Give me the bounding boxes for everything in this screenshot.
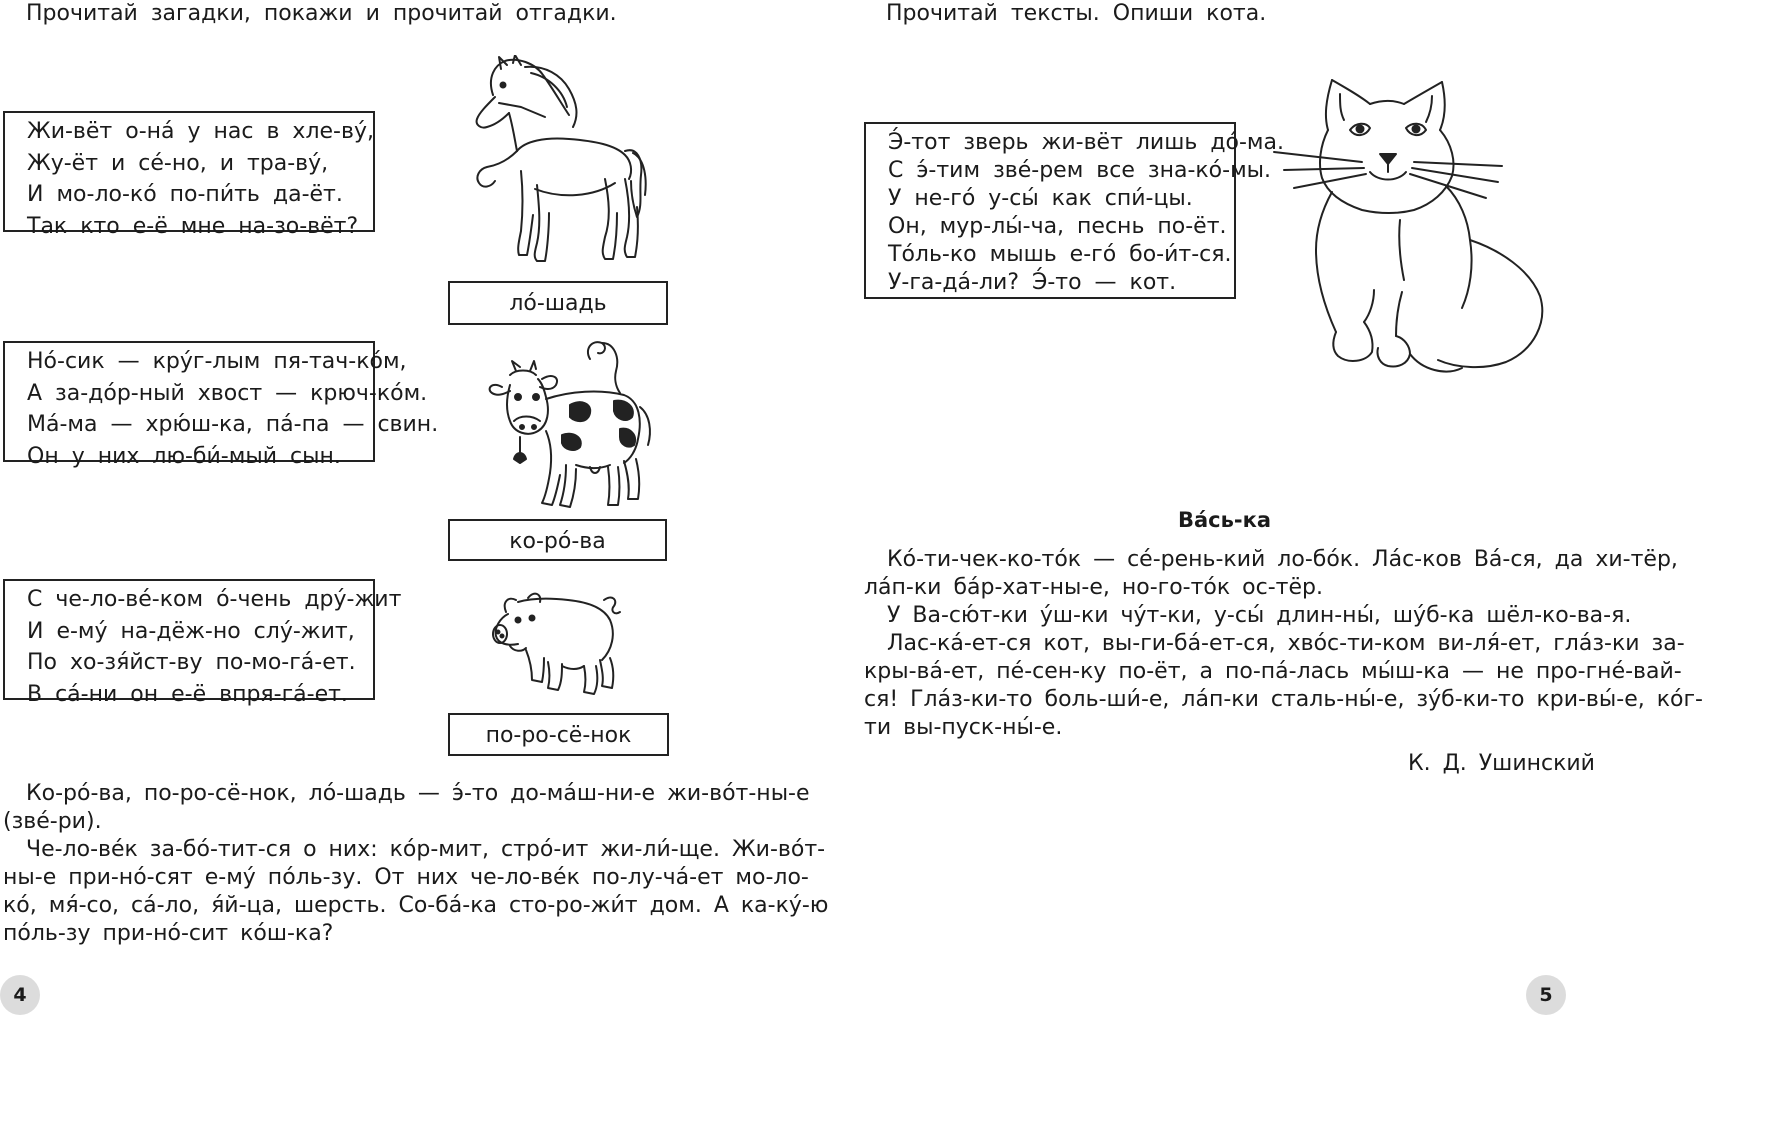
story-line: ла́п-ки ба́р-хат-ны-е, но-го-то́к ос-тёр.	[864, 575, 1323, 600]
right-instruction: Прочитай тексты. Опиши кота.	[886, 1, 1267, 26]
poem-line: У не-го́ у-сы́ как спи́-цы.	[888, 186, 1193, 211]
riddle-box-2	[3, 341, 439, 469]
horse-illustration	[465, 55, 655, 270]
riddle-2-line: Он у них лю-би́-мый сын.	[27, 443, 341, 469]
story-author: К. Д. Ушинский	[1408, 751, 1595, 776]
story-line: У Ва-сю́т-ки у́ш-ки чу́т-ки, у-сы́ длин-ны́, шу́б-ка шёл-ко-ва-я.	[887, 603, 1632, 628]
riddle-2-line: А за-до́р-ный хвост — крюч-ко́м.	[27, 380, 428, 406]
riddle-box-3	[3, 579, 402, 707]
text-line: Ко-ро́-ва, по-ро-сё-нок, ло́-шадь — э́-то до-ма́ш-ни-е жи-во́т-ны-е	[26, 781, 810, 806]
poem-line: То́ль-ко мышь е-го́ бо-и́т-ся.	[888, 242, 1232, 267]
story-title: Ва́сь-ка	[1178, 508, 1272, 532]
text-line: Че-ло-ве́к за-бо́-тит-ся о них: ко́р-мит, стро́-ит жи-ли́-ще. Жи-во́т-	[26, 837, 826, 862]
page-number-left: 4	[0, 975, 40, 1015]
riddle-2-line: Но́-сик — кру́г-лым пя-тач-ко́м,	[27, 349, 407, 374]
pig-illustration	[488, 578, 633, 708]
text-line: ко́, мя́-со, са́-ло, я́й-ца, шерсть. Со-ба́-ка сто-ро-жи́т дом. А ка-ку́-ю	[3, 893, 829, 918]
left-instruction: Прочитай загадки, покажи и прочитай отгадки.	[26, 1, 617, 26]
story-line: ти вы-пуск-ны́-е.	[864, 715, 1063, 740]
answer-box-pig: по-ро-сё-нок	[448, 713, 669, 756]
riddle-box-1	[3, 111, 375, 239]
riddle-2-line: Ма́-ма — хрю́ш-ка, па́-па — свин.	[27, 412, 439, 437]
answer-box-horse: ло́-шадь	[448, 281, 668, 325]
story-line: Лас-ка́-ет-ся кот, вы-ги-ба́-ет-ся, хво́с-ти-ком ви-ля́-ет, гла́з-ки за-	[887, 631, 1685, 656]
story-line: кры-ва́-ет, пе́-сен-ку по-ёт, а по-па́-лась мы́ш-ка — не про-гне́-вай-	[864, 659, 1682, 684]
poem-line: С э́-тим зве́-рем все зна-ко́-мы.	[888, 158, 1272, 183]
text-line: ны-е при-но́-сят е-му́ по́ль-зу. От них че-ло-ве́к по-лу-ча́-ет мо-ло-	[3, 865, 809, 890]
riddle-1-line: Жу-ёт и се́-но, и тра-ву́,	[27, 150, 329, 176]
riddle-3-line: И е-му́ на-дёж-но слу́-жит,	[27, 618, 355, 644]
riddle-1-line: Так кто е-ё мне на-зо-вёт?	[27, 213, 359, 239]
text-line: по́ль-зу при-но́-сит ко́ш-ка?	[3, 921, 334, 946]
story-line: ся! Гла́з-ки-то боль-ши́-е, ла́п-ки сталь-ны́-е, зу́б-ки-то кри-вы́-е, ко́г-	[864, 687, 1703, 712]
riddle-1-line: И мо-ло-ко́ по-пи́ть да-ёт.	[27, 182, 343, 207]
cat-illustration	[1270, 70, 1545, 400]
page-number-right: 5	[1526, 975, 1566, 1015]
riddle-3-line: По хо-зя́йст-ву по-мо-га́-ет.	[27, 650, 356, 675]
riddle-1-line: Жи-вёт о-на́ у нас в хле-ву́,	[27, 119, 374, 144]
poem-line: У-га-да́-ли? Э́-то — кот.	[888, 270, 1177, 295]
poem-line: Он, мур-лы́-ча, песнь по-ёт.	[888, 214, 1227, 239]
poem-line: Э́-тот зверь жи-вёт лишь до́-ма.	[888, 130, 1285, 155]
cat-poem-box	[864, 122, 1285, 299]
riddle-3-line: В са́-ни он е-ё впря-га́-ет.	[27, 681, 348, 707]
riddle-3-line: С че-ло-ве́-ком о́-чень дру́-жит	[27, 587, 402, 612]
cow-illustration	[480, 335, 655, 520]
text-line: (зве́-ри).	[3, 809, 102, 834]
answer-box-cow: ко-ро́-ва	[448, 519, 667, 561]
story-line: Ко́-ти-чек-ко-то́к — се́-рень-кий ло-бо́к. Ла́с-ков Ва́-ся, да хи-тёр,	[887, 547, 1678, 572]
